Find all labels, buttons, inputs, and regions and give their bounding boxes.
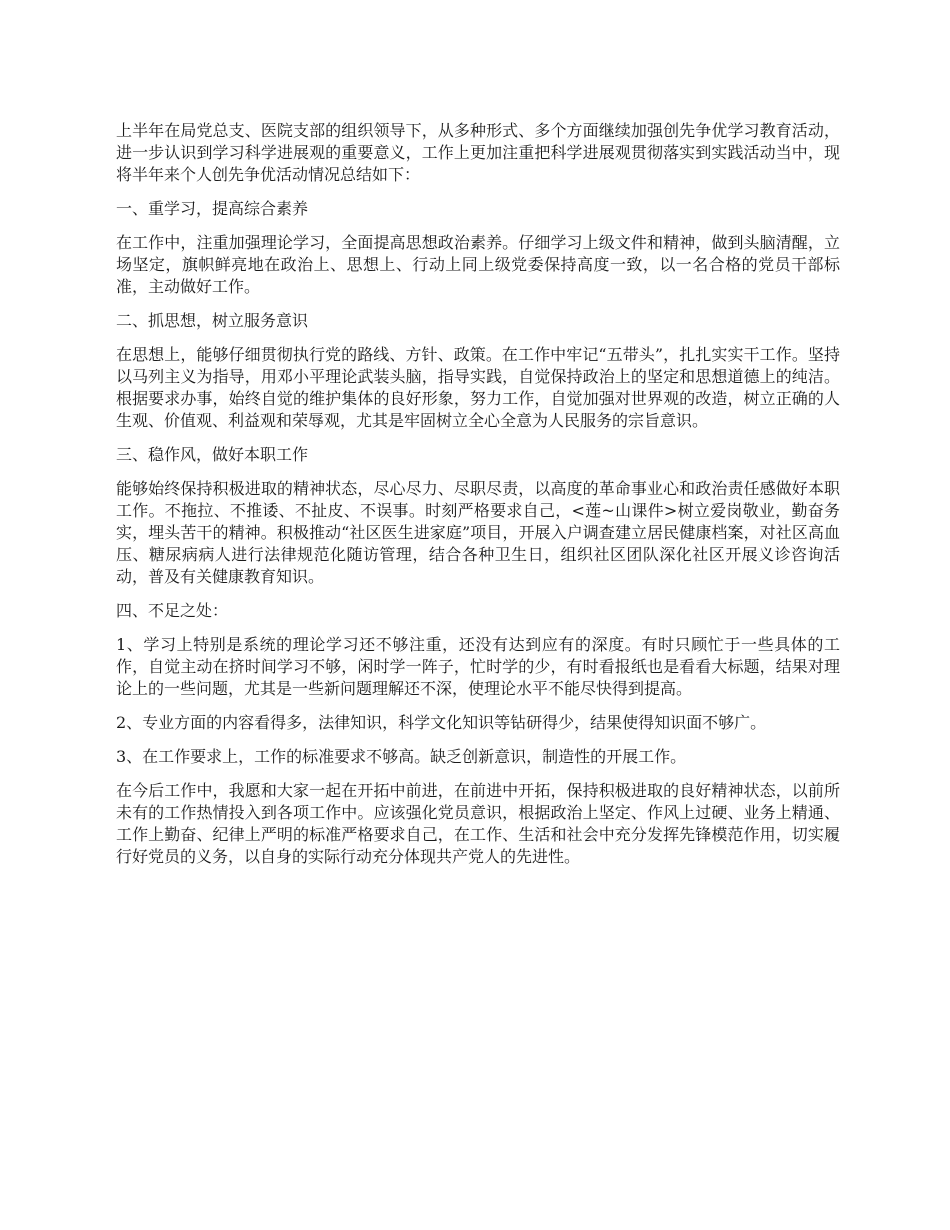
document-body bbox=[116, 120, 840, 880]
section-heading-3: 三、稳作风，做好本职工作 bbox=[116, 445, 309, 464]
section-paragraph-1: 在工作中，注重加强理论学习，全面提高思想政治素养。仔细学习上级文件和精神，做到头脑清醒，立场坚定，旗帜鲜亮地在政治上、思想上、行动上同上级党委保持高度一致，以一名合格的党员干部标准，主动做好工作。 bbox=[116, 233, 840, 296]
intro-paragraph: 上半年在局党总支、医院支部的组织领导下，从多种形式、多个方面继续加强创先争优学习教育活动，进一步认识到学习科学进展观的重要意义，工作上更加注重把科学进展观贯彻落实到实践活动当中，现将半年来个人创先争优活动情况总结如下： bbox=[116, 121, 840, 184]
shortcoming-item-3: 3、在工作要求上，工作的标准要求不够高。缺乏创新意识，制造性的开展工作。 bbox=[116, 747, 687, 766]
section-paragraph-2: 在思想上，能够仔细贯彻执行党的路线、方针、政策。在工作中牢记“五带头”，扎扎实实干工作。坚持以马列主义为指导，用邓小平理论武装头脑，指导实践，自觉保持政治上的坚定和思想道德上的纯洁。根据要求办事，始终自觉的维护集体的良好形象，努力工作，自觉加强对世界观的改造，树立正确的人生观、价值观、利益观和荣辱观，尤其是牢固树立全心全意为人民服务的宗旨意识。 bbox=[116, 345, 840, 430]
section-heading-4: 四、不足之处： bbox=[116, 601, 229, 620]
shortcoming-item-1: 1、学习上特别是系统的理论学习还不够注重，还没有达到应有的深度。有时只顾忙于一些具体的工作，自觉主动在挤时间学习不够，闲时学一阵子，忙时学的少，有时看报纸也是看看大标题，结果对理论上的一些问题，尤其是一些新问题理解还不深，使理论水平不能尽快得到提高。 bbox=[116, 635, 840, 698]
section-heading-1: 一、重学习，提高综合素养 bbox=[116, 199, 309, 218]
closing-paragraph: 在今后工作中，我愿和大家一起在开拓中前进，在前进中开拓，保持积极进取的良好精神状态，以前所未有的工作热情投入到各项工作中。应该强化党员意识，根据政治上坚定、作风上过硬、业务上精通、工作上勤奋、纪律上严明的标准严格要求自己，在工作、生活和社会中充分发挥先锋模范作用，切实履行好党员的义务，以自身的实际行动充分体现共产党人的先进性。 bbox=[116, 781, 840, 866]
shortcoming-item-2: 2、专业方面的内容看得多，法律知识，科学文化知识等钻研得少，结果使得知识面不够广。 bbox=[116, 713, 767, 732]
section-paragraph-3: 能够始终保持积极进取的精神状态，尽心尽力、尽职尽责，以高度的革命事业心和政治责任感做好本职工作。不拖拉、不推诿、不扯皮、不误事。时刻严格要求自己，<莲~山课件>树立爱岗敬业，勤奋务实，埋头苦干的精神。积极推动“社区医生进家庭”项目，开展入户调查建立居民健康档案，对社区高血压、糖尿病病人进行法律规范化随访管理，结合各种卫生日，组织社区团队深化社区开展义诊咨询活动，普及有关健康教育知识。 bbox=[116, 479, 840, 586]
section-heading-2: 二、抓思想，树立服务意识 bbox=[116, 311, 309, 330]
